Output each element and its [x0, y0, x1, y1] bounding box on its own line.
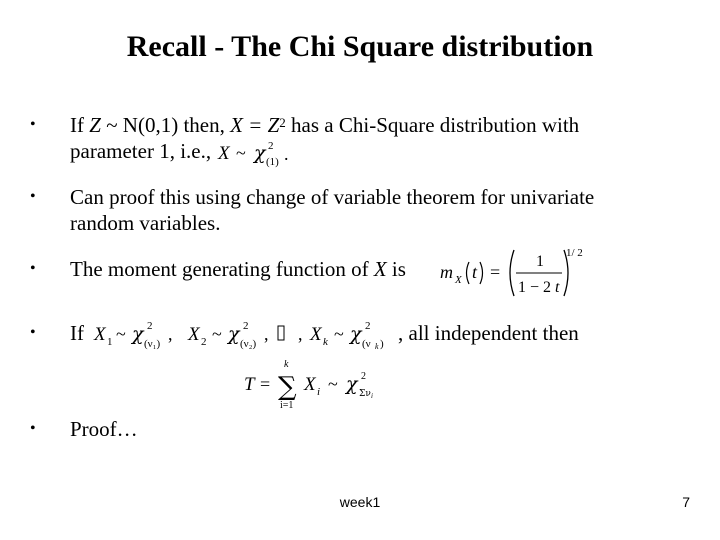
- svg-text:2: 2: [365, 320, 371, 332]
- svg-text:(ν: (ν: [362, 338, 371, 350]
- svg-text:(1): (1): [266, 156, 280, 169]
- svg-text:X: X: [188, 324, 200, 345]
- bullet-1-pre: If: [70, 113, 90, 137]
- bullet-1-post: has a Chi-Square distribution with: [285, 113, 580, 137]
- svg-text:k: k: [323, 336, 328, 348]
- svg-text:,: ,: [168, 324, 173, 344]
- svg-text:1/ 2: 1/ 2: [566, 247, 583, 259]
- svg-text:~: ~: [334, 324, 344, 344]
- svg-text:(ν₁): (ν₁): [144, 338, 161, 350]
- bullet-2-line-2: random variables.: [70, 211, 221, 235]
- bullet-1: [30, 112, 680, 168]
- svg-text:X: X: [310, 324, 322, 345]
- svg-text:t: t: [472, 262, 478, 282]
- svg-text:X: X: [94, 324, 106, 345]
- svg-text:2: 2: [201, 336, 207, 348]
- svg-text:(ν₂): (ν₂): [240, 338, 257, 350]
- svg-text:=: =: [260, 374, 271, 394]
- svg-text:∑: ∑: [278, 372, 297, 402]
- svg-text:~: ~: [116, 324, 126, 344]
- bullet-5: [30, 416, 680, 442]
- svg-text:.: .: [284, 144, 289, 165]
- svg-text:1: 1: [536, 253, 544, 270]
- svg-text:~: ~: [212, 324, 222, 344]
- svg-text:X: X: [218, 143, 230, 165]
- svg-text:1: 1: [107, 336, 113, 348]
- svg-text:~: ~: [236, 143, 247, 164]
- svg-text:X: X: [455, 274, 462, 286]
- svg-text:,: ,: [264, 324, 269, 344]
- bullet-1-line2-text: parameter 1, i.e.,: [70, 139, 212, 163]
- sum-equation: [240, 356, 390, 417]
- svg-text:i: i: [371, 392, 373, 400]
- svg-text:χ: χ: [254, 142, 266, 165]
- svg-text:,: ,: [298, 324, 303, 344]
- svg-text:X: X: [304, 374, 316, 395]
- bullet-dot: •: [30, 260, 36, 277]
- bullet-4-tail: [398, 320, 658, 346]
- bullet-4-pre: If: [70, 321, 84, 345]
- svg-text:t: t: [555, 279, 560, 296]
- bullet-3-var: X: [373, 257, 387, 281]
- bullet-dot: •: [30, 116, 36, 133]
- svg-text:=: =: [490, 262, 501, 282]
- bullet-1-line-2: [70, 138, 680, 168]
- chi-square-1-equation: [216, 138, 296, 168]
- bullet-1-line-1: [70, 112, 680, 138]
- svg-text:i: i: [317, 386, 321, 398]
- bullet-1-dist: ~ N(0,1) then,: [100, 113, 231, 137]
- svg-text:k: k: [284, 359, 289, 370]
- svg-text:k: k: [375, 342, 379, 351]
- page-number: 7: [682, 494, 690, 510]
- svg-text:χ: χ: [346, 373, 358, 395]
- bullet-2-line-1: Can proof this using change of variable theorem for univariate: [70, 185, 595, 209]
- mgf-equation: [438, 242, 588, 305]
- svg-text:m: m: [440, 262, 453, 282]
- bullet-1-sup: 2: [279, 115, 286, 130]
- bullet-4-post: , all independent then: [398, 321, 579, 345]
- svg-text:Σν: Σν: [359, 389, 371, 399]
- bullet-3-line: [70, 256, 680, 282]
- svg-text:T: T: [244, 374, 255, 395]
- bullet-dot: •: [30, 324, 36, 341]
- svg-text:2: 2: [268, 140, 274, 153]
- svg-text:): ): [380, 338, 384, 350]
- svg-text:2: 2: [147, 320, 153, 332]
- bullet-2: [30, 184, 680, 236]
- bullet-3-post: is: [386, 257, 406, 281]
- bullet-1-x-eq: X = Z: [230, 113, 280, 137]
- svg-text:i=1: i=1: [280, 400, 294, 411]
- slide-title: Recall - The Chi Square distribution: [126, 30, 594, 63]
- bullet-1-z: Z: [89, 113, 101, 137]
- bullet-dot: •: [30, 188, 36, 205]
- svg-text:χ: χ: [132, 323, 144, 345]
- svg-text:2: 2: [361, 371, 366, 382]
- svg-text:1 − 2: 1 − 2: [518, 279, 552, 296]
- svg-text:χ: χ: [350, 323, 362, 345]
- svg-text:χ: χ: [228, 323, 240, 345]
- svg-text:2: 2: [243, 320, 249, 332]
- bullet-dot: •: [30, 420, 36, 437]
- footer-center-text: week1: [339, 494, 381, 510]
- bullet-5-text: Proof…: [70, 417, 138, 441]
- bullet-3-pre: The moment generating function of: [70, 257, 374, 281]
- svg-text:~: ~: [328, 374, 338, 394]
- independent-chi-square-equation: [92, 314, 402, 359]
